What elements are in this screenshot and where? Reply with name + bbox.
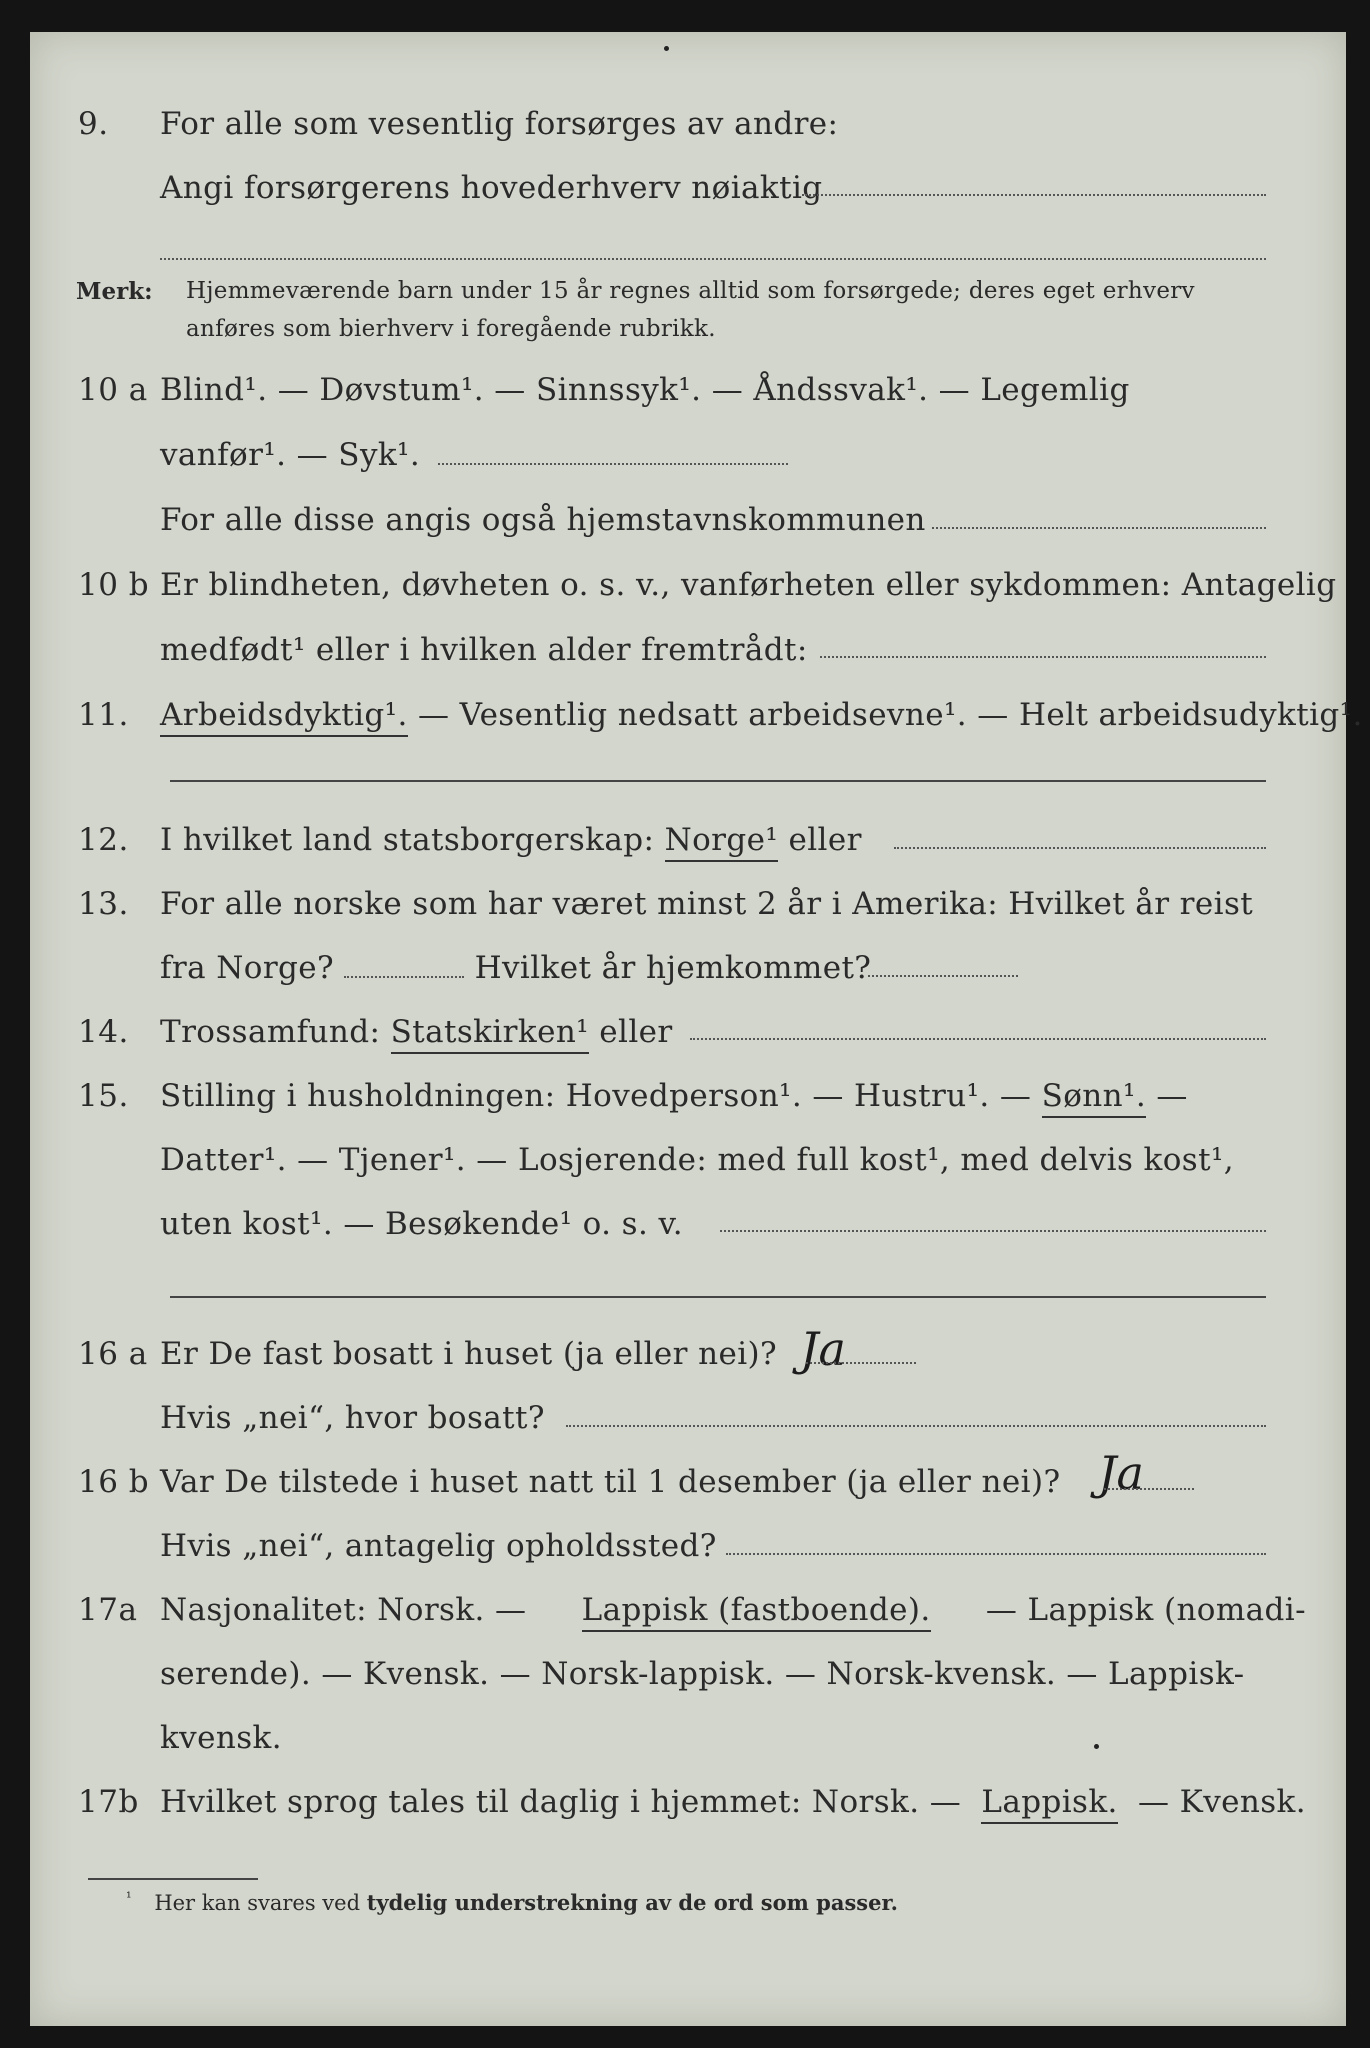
options-text: eller xyxy=(788,822,862,858)
question-prompt: Hvilket sprog tales til daglig i hjemmet: Norsk. — xyxy=(160,1784,962,1820)
question-text: uten kost¹. — Besøkende¹ o. s. v. xyxy=(160,1206,683,1242)
merk-label: Merk: xyxy=(76,278,153,305)
handwritten-answer: Ja xyxy=(800,1322,846,1376)
selected-option: Arbeidsdyktig¹. xyxy=(160,697,408,737)
options-text: Nasjonalitet: Norsk. — xyxy=(160,1592,527,1628)
question-text: Angi forsørgerens hovederhverv nøiaktig xyxy=(160,170,823,206)
question-number: 17a xyxy=(78,1592,138,1628)
answer-line-9b[interactable] xyxy=(160,258,1266,260)
question-text xyxy=(160,822,862,858)
options-text: — Vesentlig nedsatt arbeidsevne¹. — Helt arbeidsudyktig¹. xyxy=(417,697,1363,733)
answer-line-13a[interactable] xyxy=(344,976,464,978)
question-text xyxy=(160,697,1363,733)
options-text: — xyxy=(1156,1078,1188,1114)
question-10a-line2 xyxy=(30,437,1346,487)
answer-line-16a[interactable] xyxy=(806,1362,916,1364)
form-page xyxy=(30,32,1363,2026)
answer-line-15[interactable] xyxy=(720,1230,1266,1232)
question-text xyxy=(160,1592,1306,1632)
question-10b xyxy=(30,567,1346,617)
question-number: 14. xyxy=(78,1014,129,1050)
selected-option: Lappisk (fastboende). xyxy=(582,1592,931,1632)
question-text: serende). — Kvensk. — Norsk-lappisk. — Norsk-kvensk. — Lappisk- xyxy=(160,1656,1245,1692)
footnote-text: Her kan svares ved xyxy=(154,1891,361,1915)
ink-speck xyxy=(1094,1744,1099,1749)
question-13 xyxy=(30,886,1346,936)
answer-line-13b[interactable] xyxy=(868,975,1018,977)
question-10a xyxy=(30,372,1346,422)
question-number: 13. xyxy=(78,886,129,922)
question-text: Datter¹. — Tjener¹. — Losjerende: med full kost¹, med delvis kost¹, xyxy=(160,1142,1235,1178)
question-number: 12. xyxy=(78,822,129,858)
answer-line-12[interactable] xyxy=(894,847,1266,849)
question-text: Er blindheten, døvheten o. s. v., vanførheten eller sykdommen: Antagelig xyxy=(160,567,1337,603)
question-prompt: Hvilket år hjemkommet? xyxy=(474,950,872,986)
question-text: medfødt¹ eller i hvilken alder fremtrådt: xyxy=(160,632,808,668)
question-number: 9. xyxy=(78,106,109,142)
selected-option: Statskirken¹ xyxy=(391,1014,589,1054)
question-number: 15. xyxy=(78,1078,129,1114)
answer-line-10a-kommune[interactable] xyxy=(932,527,1266,529)
question-prompt: fra Norge? xyxy=(160,950,335,986)
question-text: vanfør¹. — Syk¹. xyxy=(160,437,421,473)
question-text: Hvis „nei“, antagelig opholdssted? xyxy=(160,1528,717,1564)
question-prompt: Trossamfund: xyxy=(160,1014,381,1050)
selected-option: Lappisk. xyxy=(981,1784,1117,1824)
options-text: — Lappisk (nomadi- xyxy=(985,1592,1306,1628)
footnote xyxy=(126,1890,1306,1915)
question-15 xyxy=(30,1078,1346,1128)
question-number: 10 a xyxy=(78,372,148,408)
answer-line-9[interactable] xyxy=(802,194,1266,196)
question-text: For alle disse angis også hjemstavnskommunen xyxy=(160,502,926,538)
answer-line-10b[interactable] xyxy=(820,656,1266,658)
question-text: Hvis „nei“, hvor bosatt? xyxy=(160,1400,545,1436)
options-text: Stilling i husholdningen: Hovedperson¹. — Hustru¹. — xyxy=(160,1078,1032,1114)
question-15-line2 xyxy=(30,1142,1346,1192)
question-16a xyxy=(30,1336,1346,1386)
question-17a-line2 xyxy=(30,1656,1346,1706)
selected-option: Norge¹ xyxy=(665,822,779,862)
selected-option: Sønn¹. xyxy=(1042,1078,1147,1118)
footnote-bold-text: tydelig understrekning av de ord som passer. xyxy=(366,1890,898,1915)
question-text xyxy=(160,1784,1306,1824)
question-text: kvensk. xyxy=(160,1720,282,1756)
answer-line-15b[interactable] xyxy=(170,1296,1266,1298)
merk-text xyxy=(186,272,1306,348)
question-text: For alle som vesentlig forsørges av andre: xyxy=(160,106,839,142)
question-number: 16 a xyxy=(78,1336,148,1372)
question-13-line2 xyxy=(30,950,1346,1000)
question-17b xyxy=(30,1784,1346,1834)
question-text xyxy=(160,950,871,986)
question-number: 10 b xyxy=(78,567,150,603)
answer-line-10a[interactable] xyxy=(438,463,788,465)
question-number: 17b xyxy=(78,1784,139,1820)
question-9 xyxy=(30,106,1346,156)
answer-line-16a-bosatt[interactable] xyxy=(566,1425,1266,1427)
handwritten-answer: Ja xyxy=(1098,1446,1144,1500)
question-prompt: I hvilket land statsborgerskap: xyxy=(160,822,655,858)
options-text: eller xyxy=(599,1014,673,1050)
answer-line-16b-opholdssted[interactable] xyxy=(726,1553,1266,1555)
question-text xyxy=(160,1078,1306,1114)
answer-line-14[interactable] xyxy=(690,1038,1266,1040)
question-number: 11. xyxy=(78,697,129,733)
question-17a xyxy=(30,1592,1346,1642)
question-text: Var De tilstede i huset natt til 1 desember (ja eller nei)? xyxy=(160,1464,1061,1500)
question-text xyxy=(160,1014,673,1050)
merk-line: anføres som bierhverv i foregående rubrikk. xyxy=(186,316,716,342)
footnote-mark: ¹ xyxy=(126,1890,132,1906)
question-17a-line3 xyxy=(30,1720,1346,1770)
footnote-rule xyxy=(88,1878,258,1880)
options-text: — Kvensk. xyxy=(1137,1784,1306,1820)
answer-line-11[interactable] xyxy=(170,780,1266,782)
ink-speck xyxy=(664,46,669,51)
question-text: For alle norske som har været minst 2 år i Amerika: Hvilket år reist xyxy=(160,886,1254,922)
question-text: Blind¹. — Døvstum¹. — Sinnssyk¹. — Åndssvak¹. — Legemlig xyxy=(160,372,1130,408)
merk-line: Hjemmeværende barn under 15 år regnes alltid som forsørgede; deres eget erhverv xyxy=(186,278,1195,304)
question-number: 16 b xyxy=(78,1464,150,1500)
question-text: Er De fast bosatt i huset (ja eller nei)? xyxy=(160,1336,778,1372)
question-11 xyxy=(30,697,1363,747)
answer-line-16b[interactable] xyxy=(1104,1488,1194,1490)
